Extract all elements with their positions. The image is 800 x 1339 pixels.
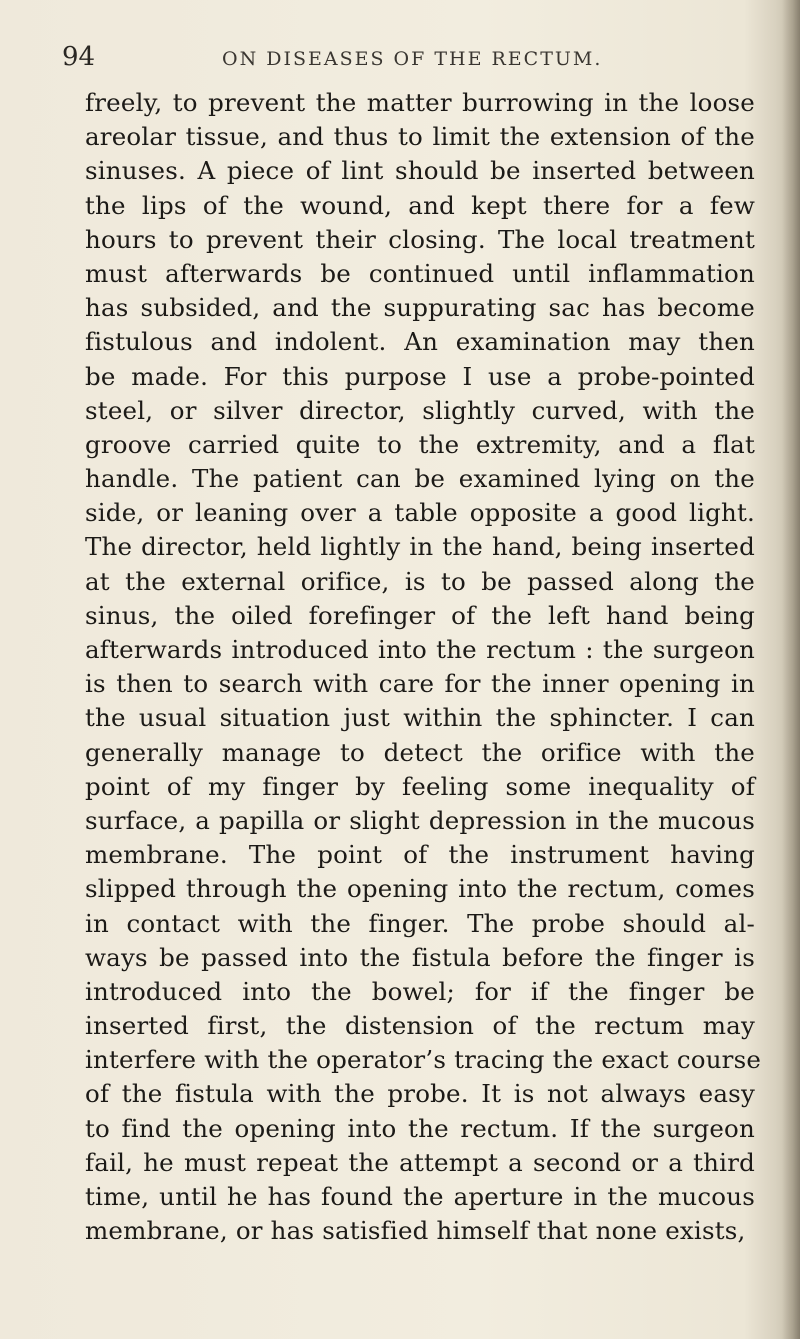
text-line: to find the opening into the rectum. If the surgeon xyxy=(85,1113,755,1143)
page-edge-shadow xyxy=(782,0,800,1339)
text-line: in contact with the finger. The probe should al- xyxy=(85,908,755,938)
text-line: The director, held lightly in the hand, being inserted xyxy=(85,532,755,562)
text-line: must afterwards be continued until inflammation xyxy=(85,258,755,288)
text-line: fail, he must repeat the attempt a second or a third xyxy=(85,1147,755,1177)
text-line: side, or leaning over a table opposite a good light. xyxy=(85,498,755,528)
body-text xyxy=(85,86,762,1248)
text-line: sinus, the oiled forefinger of the left hand being xyxy=(85,600,755,630)
text-line: interfere with the operator’s tracing the exact course xyxy=(85,1045,762,1075)
running-title: ON DISEASES OF THE RECTUM. xyxy=(222,48,603,70)
text-line: hours to prevent their closing. The local treatment xyxy=(85,224,755,254)
text-line: ways be passed into the fistula before the finger is xyxy=(85,942,755,972)
text-line: membrane, or has satisfied himself that none exists, xyxy=(85,1216,746,1246)
text-line: freely, to prevent the matter burrowing in the loose xyxy=(85,88,755,117)
text-line: introduced into the bowel; for if the finger be xyxy=(85,976,755,1006)
text-line: generally manage to detect the orifice with the xyxy=(85,737,755,767)
text-line: slipped through the opening into the rectum, comes xyxy=(85,874,755,904)
text-line: membrane. The point of the instrument having xyxy=(85,840,755,870)
text-line: afterwards introduced into the rectum : the surgeon xyxy=(85,635,755,664)
text-line: steel, or silver director, slightly curved, with the xyxy=(85,395,755,425)
text-line: at the external orifice, is to be passed along the xyxy=(85,566,755,596)
text-line: areolar tissue, and thus to limit the extension of the xyxy=(85,122,755,152)
text-line: groove carried quite to the extremity, and a flat xyxy=(85,429,755,459)
text-line: the lips of the wound, and kept there for a few xyxy=(85,190,755,220)
text-line: fistulous and indolent. An examination may then xyxy=(85,327,755,357)
text-line: is then to search with care for the inner opening in xyxy=(85,669,755,699)
text-line: handle. The patient can be examined lying on the xyxy=(85,464,755,494)
page-number: 94 xyxy=(62,42,96,72)
text-line: inserted first, the distension of the rectum may xyxy=(85,1011,755,1041)
running-head xyxy=(62,42,752,72)
text-line: the usual situation just within the sphincter. I can xyxy=(85,703,755,733)
text-line: time, until he has found the aperture in the mucous xyxy=(85,1182,755,1211)
text-line: of the fistula with the probe. It is not always easy xyxy=(85,1079,755,1109)
text-line: point of my finger by feeling some inequality of xyxy=(85,771,755,801)
text-line: sinuses. A piece of lint should be inserted between xyxy=(85,156,755,186)
text-line: has subsided, and the suppurating sac has become xyxy=(85,293,755,323)
text-line: surface, a papilla or slight depression in the mucous xyxy=(85,805,755,835)
text-line: be made. For this purpose I use a probe-pointed xyxy=(85,361,755,391)
